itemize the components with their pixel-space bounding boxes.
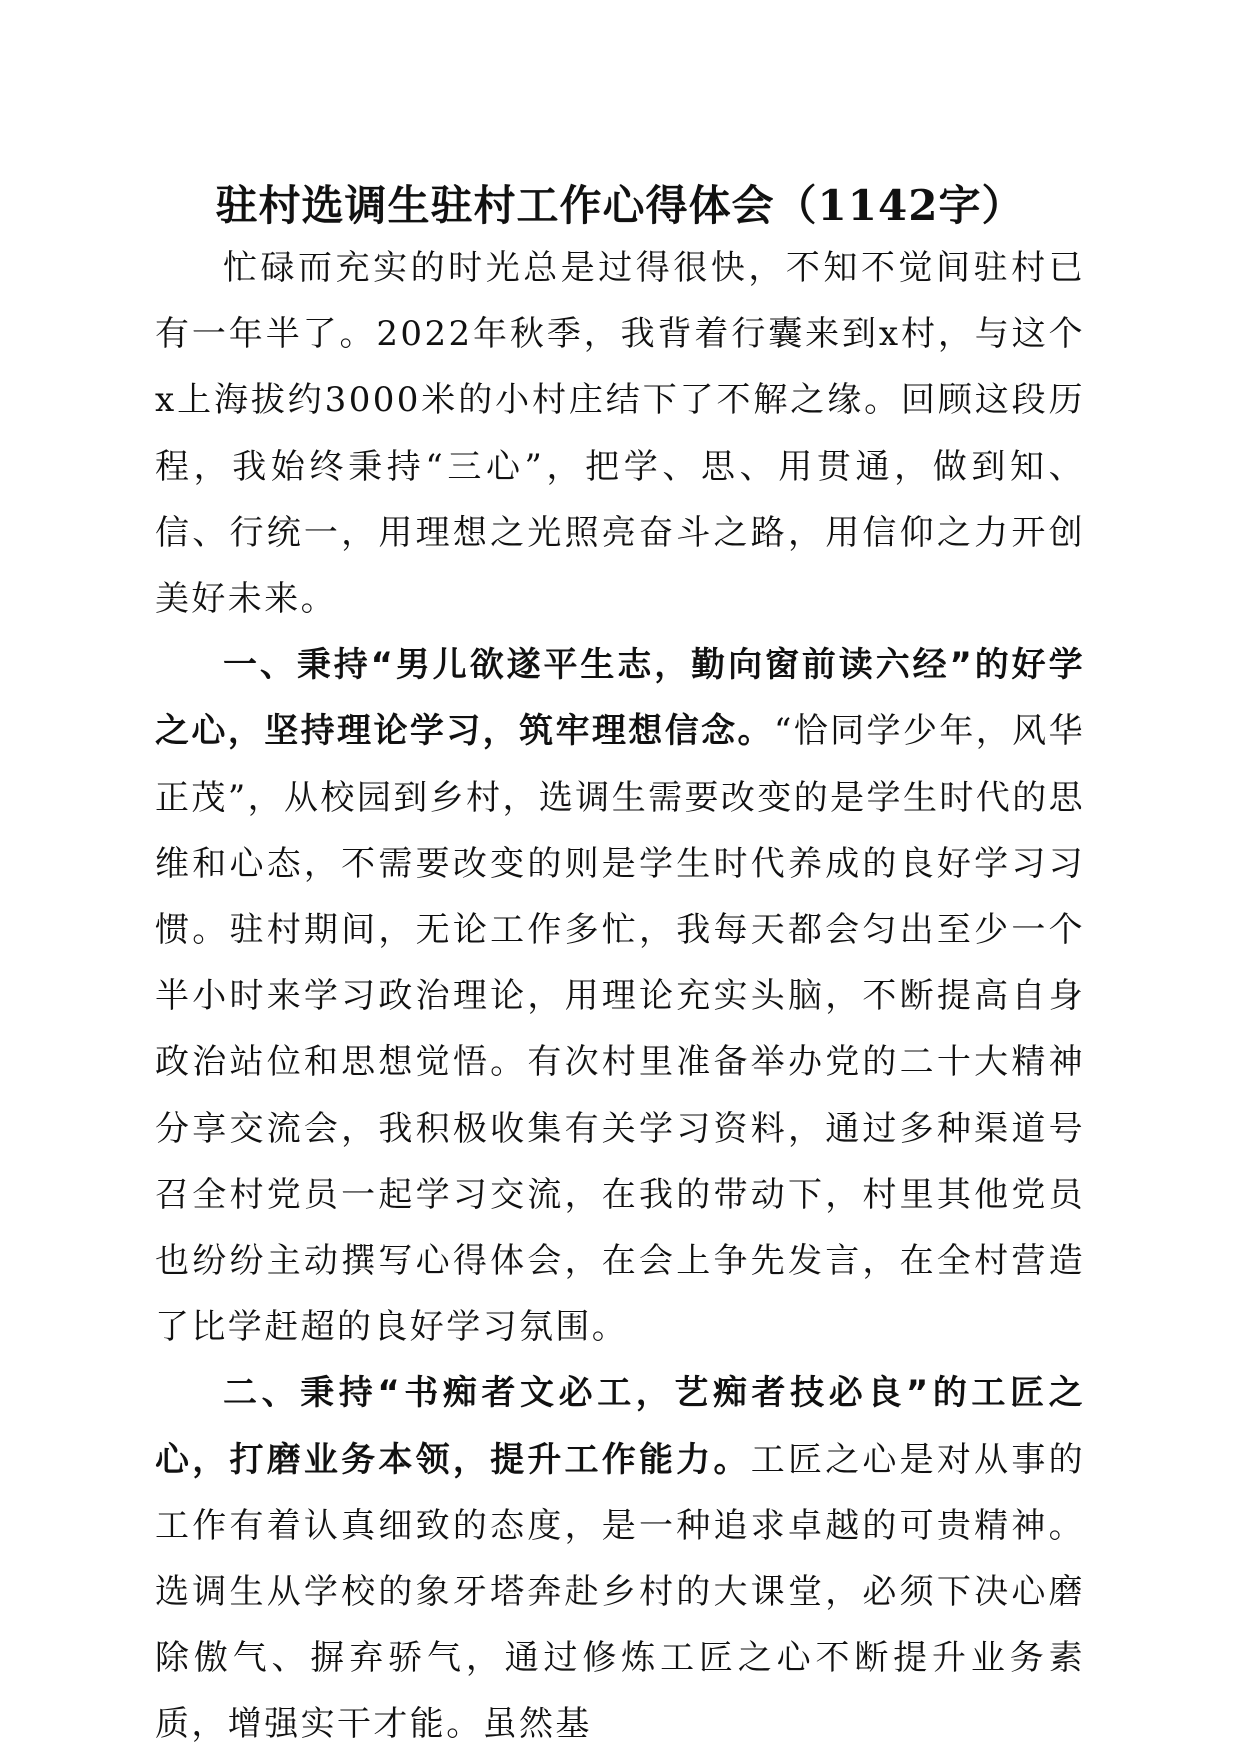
section-2-heading: 二、秉持“书痴者文必工，艺痴者技必良”的工匠之心，打磨业务本领，提升工作能力。 (155, 1373, 1085, 1480)
document-title: 驻村选调生驻村工作心得体会（1142字） (215, 181, 1025, 230)
paragraph-intro (155, 235, 1085, 632)
paragraph-intro-text: 忙碌而充实的时光总是过得很快，不知不觉间驻村已有一年半了。2022年秋季，我背着行囊来到x村，与这个x上海拔约3000米的小村庄结下了不解之缘。回顾这段历程，我始终秉持“三心”，把学、思、用贯通，做到知、信、行统一，用理想之光照亮奋斗之路，用信仰之力开创美好未来。 (155, 248, 1085, 620)
document-body (155, 235, 1085, 1758)
section-1-text: “恰同学少年，风华正茂”，从校园到乡村，选调生需要改变的是学生时代的思维和心态，不需要改变的则是学生时代养成的良好学习习惯。驻村期间，无论工作多忙，我每天都会匀出至少一个半小时来学习政治理论，用理论充实头脑，不断提高自身政治站位和思想觉悟。有次村里准备举办党的二十大精神分享交流会，我积极收集有关学习资料，通过多种渠道号召全村党员一起学习交流，在我的带动下，村里其他党员也纷纷主动撰写心得体会，在会上争先发言，在全村营造了比学赶超的良好学习氛围。 (155, 711, 1085, 1348)
paragraph-section-1 (155, 632, 1085, 1360)
section-1-heading: 一、秉持“男儿欲遂平生志，勤向窗前读六经”的好学之心，坚持理论学习，筑牢理想信念。 (155, 645, 1085, 752)
section-2-text: 工匠之心是对从事的工作有着认真细致的态度，是一种追求卓越的可贵精神。选调生从学校的象牙塔奔赴乡村的大课堂，必须下决心磨除傲气、摒弃骄气，通过修炼工匠之心不断提升业务素质，增强实干才能。虽然基 (155, 1439, 1085, 1745)
paragraph-section-2 (155, 1360, 1085, 1757)
